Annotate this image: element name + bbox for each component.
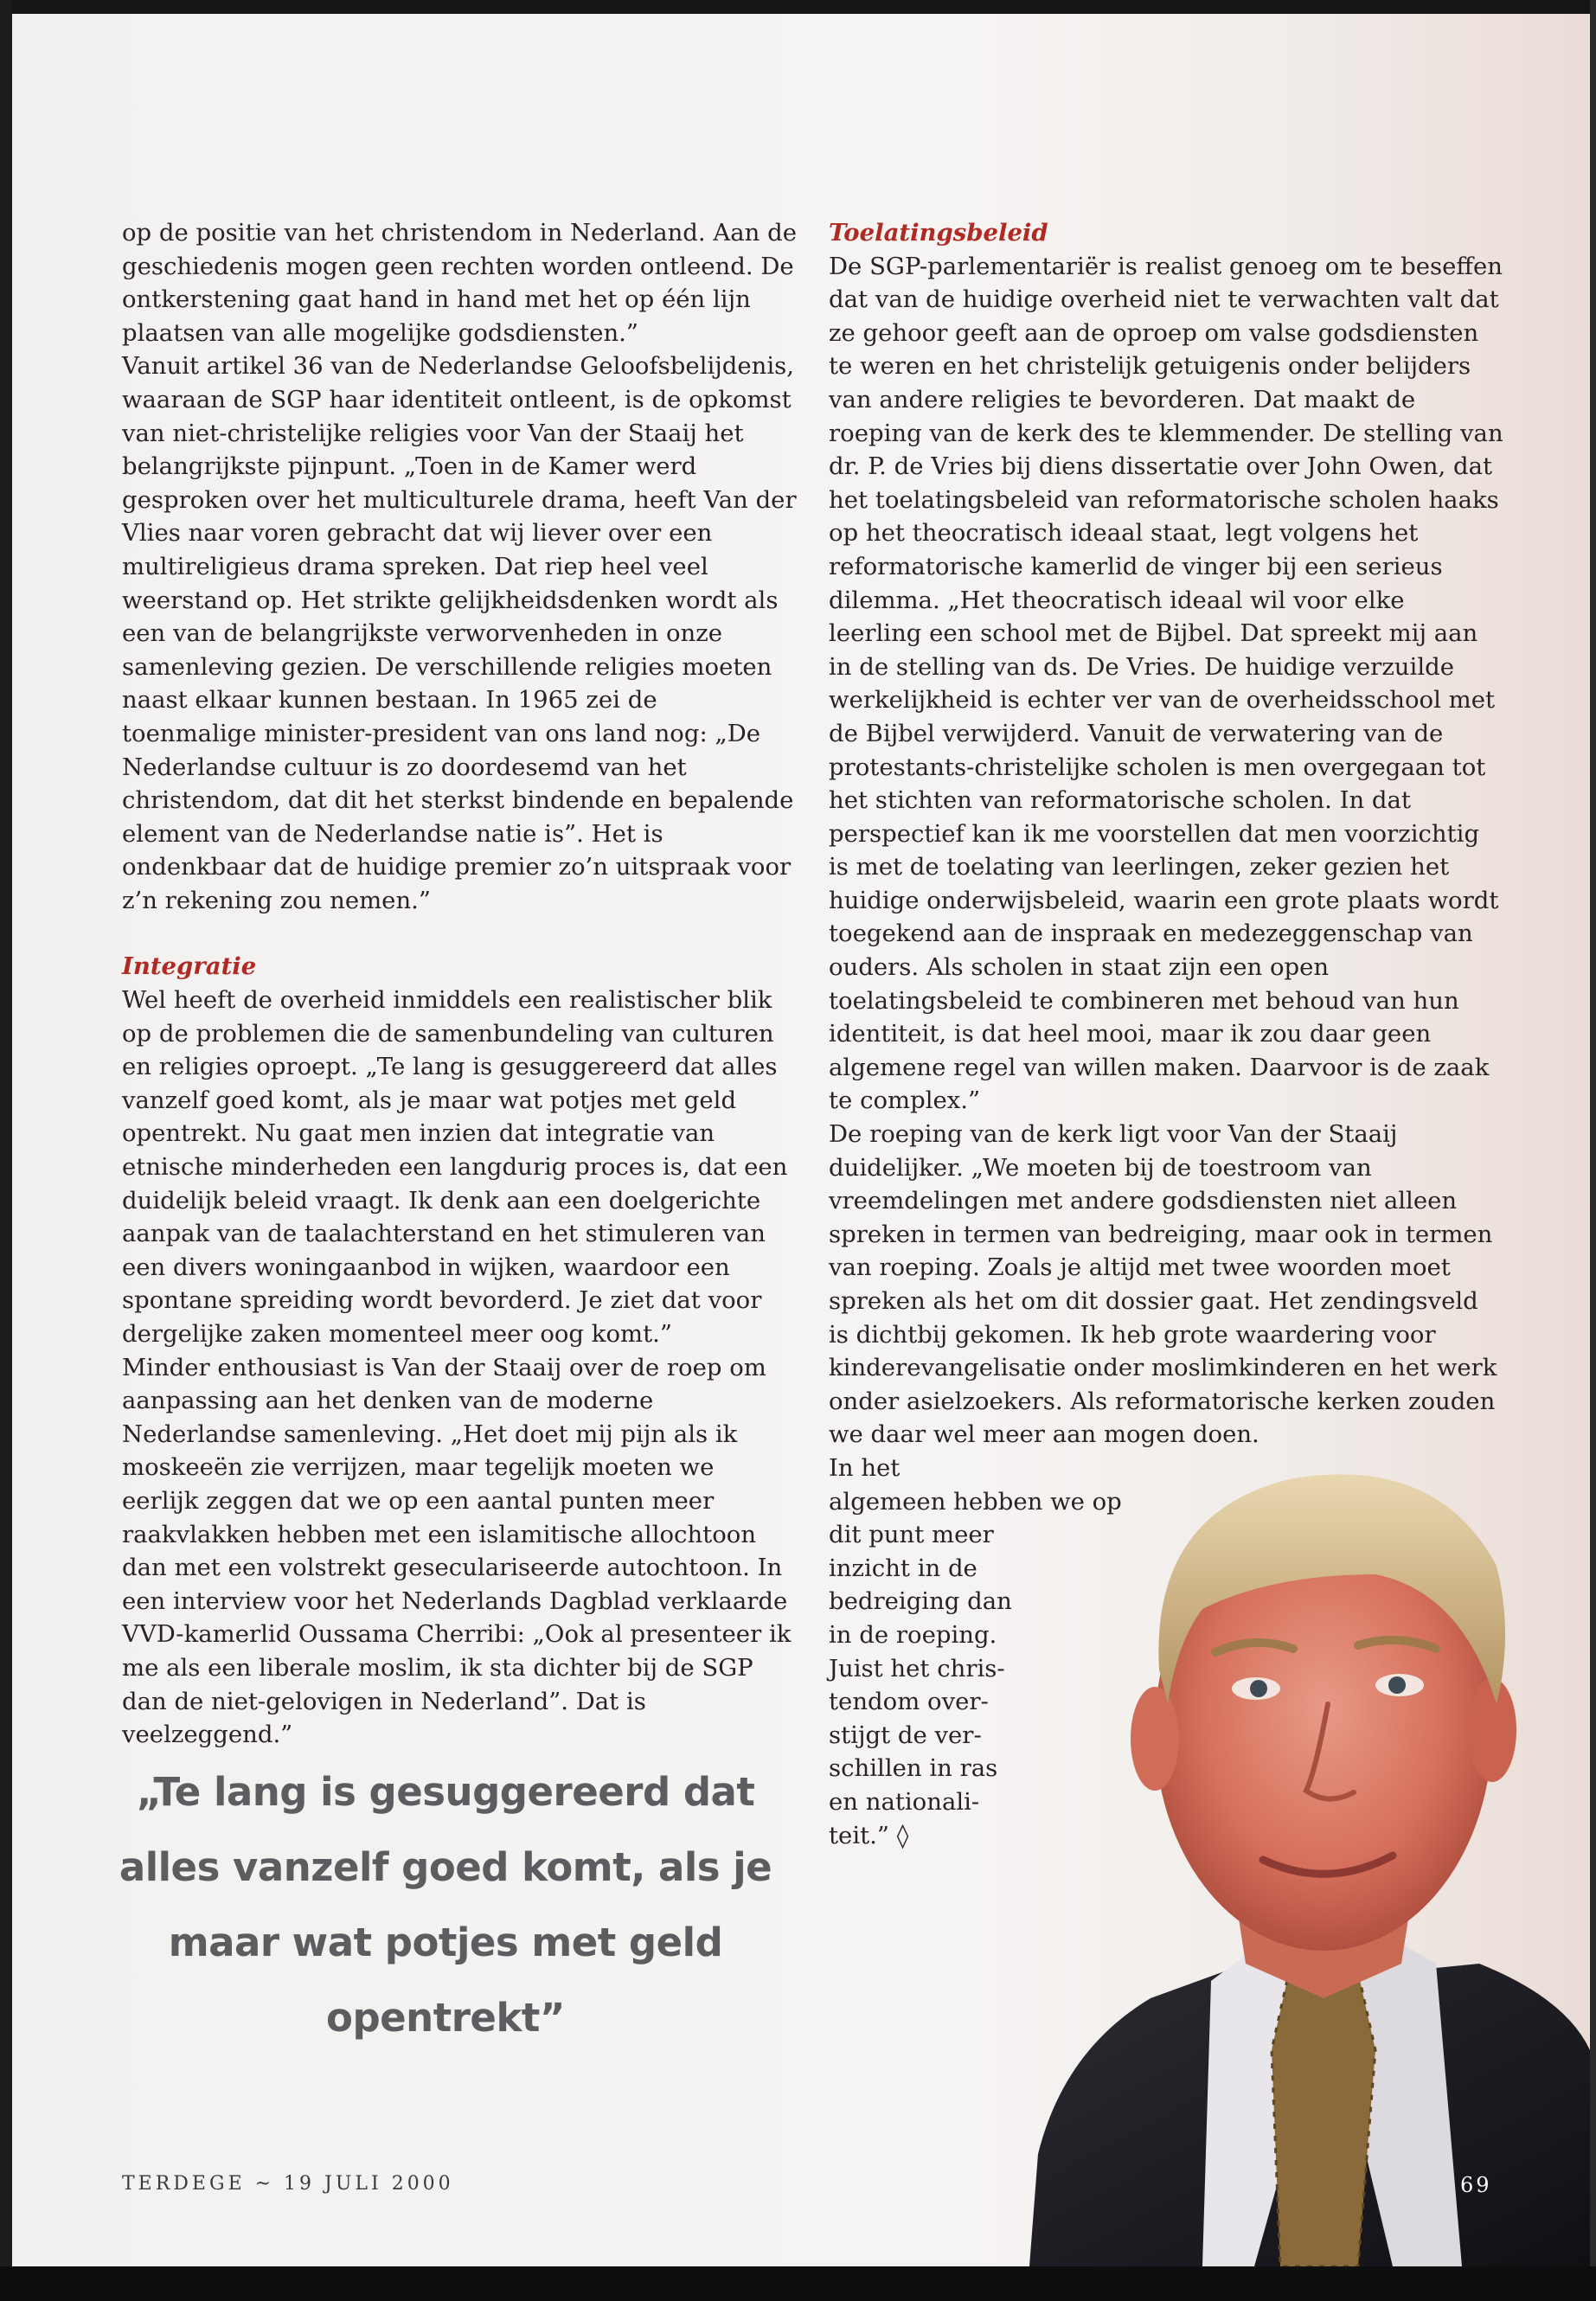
closing-line: inzicht in de — [829, 1554, 977, 1582]
portrait-photo — [1029, 1445, 1590, 2266]
closing-line: bedreiging dan — [829, 1587, 1012, 1616]
closing-line: In het — [829, 1453, 901, 1482]
closing-line: dit punt meer — [829, 1521, 994, 1549]
page-number: 69 — [1460, 2173, 1492, 2197]
pull-quote-line: opentrekt” — [326, 1995, 565, 2041]
pull-quote-line: alles vanzelf goed komt, als je — [119, 1844, 772, 1890]
subhead-integratie: Integratie — [122, 952, 257, 981]
show-through-ghost-text — [995, 61, 1548, 216]
closing-line: teit.” ◊ — [829, 1821, 909, 1849]
body-paragraph: De SGP-parlementariër is realist genoeg om te beseffen dat van de huidige overheid niet te verwachten valt dat ze gehoor geeft aan de oproep om valse godsdiensten te weren en het christelijk getuigenis onder belijders van andere religies te bevorderen. Dat maakt de roeping van de kerk des te klemmender. De stelling van dr. P. de Vries bij diens dissertatie over John Owen, dat het toelatingsbeleid van reformatorische scholen haaks op het theocratisch ideaal staat, legt volgens het reformatorische kamerlid de vinger bij een serieus dilemma. „Het theocratisch ideaal wil voor elke leerling een school met de Bijbel. Dat spreekt mij aan in de stelling van ds. De Vries. De huidige verzuilde werkelijkheid is echter ver van de overheidsschool met de Bijbel verwijderd. Vanuit de verwatering van de protestants-christelijke scholen is men overgegaan tot het stichten van reformatorische scholen. In dat perspectief kan ik me voorstellen dat men voorzichtig is met de toelating van leerlingen, zeker gezien het huidige onderwijsbeleid, waarin een grote plaats wordt toegekend aan de inspraak en medezeggenschap van ouders. Als scholen in staat zijn een open toelatingsbeleid te combineren met behoud van hun identiteit, is dat heel mooi, maar ik zou daar geen algemene regel van willen maken. Daarvoor is de zaak te complex.” — [829, 252, 1503, 1115]
scan-border-top — [0, 0, 1596, 14]
closing-line: algemeen hebben we op — [829, 1487, 1122, 1516]
pull-quote-line: „Te lang is gesuggereerd dat — [136, 1769, 755, 1815]
footer-publication: TERDEGE ~ 19 JULI 2000 — [122, 2173, 454, 2195]
body-paragraph: De roeping van de kerk ligt voor Van der Staaij duidelijker. „We moeten bij de toestroom van vreemdelingen met andere godsdiensten niet alleen spreken in termen van bedreiging, maar ook in termen van roeping. Zoals je altijd met twee woorden moet spreken als het om dit dossier gaat. Het zendingsveld is dichtbij gekomen. Ik heb grote waardering voor kinderevangelisatie onder moslimkinderen en het werk onder asielzoekers. Als reformatorische kerken zouden we daar wel meer aan mogen doen. — [829, 1120, 1497, 1449]
left-column — [122, 216, 797, 1752]
closing-line: tendom over- — [829, 1688, 989, 1716]
pull-quote — [104, 1754, 787, 2055]
closing-line: in de roeping. — [829, 1620, 997, 1649]
scan-border-bottom — [0, 2266, 1596, 2301]
body-paragraph: Vanuit artikel 36 van de Nederlandse Geloofsbelijdenis, waaraan de SGP haar identiteit ontleent, is de opkomst van niet-christelijke religies voor Van der Staaij het belangrijkste pijnpunt. „Toen in de Kamer werd gesproken over het multiculturele drama, heeft Van der Vlies naar voren gebracht dat wij liever over een multireligieus drama spreken. Dat riep heel veel weerstand op. Het strikte gelijkheidsdenken wordt als een van de belangrijkste verworvenheden in onze samenleving gezien. De verschillende religies moeten naast elkaar kunnen bestaan. In 1965 zei de toenmalige minister-president van ons land nog: „De Nederlandse cultuur is zo doordesemd van het christendom, dat dit het sterkst bindende en bepalende element van de Nederlandse natie is”. Het is ondenkbaar dat de huidige premier zo’n uitspraak voor z’n rekening zou nemen.” — [122, 352, 797, 914]
subhead-toelatingsbeleid: Toelatingsbeleid — [829, 219, 1048, 247]
closing-line: stijgt de ver- — [829, 1721, 982, 1749]
closing-line: en nationali- — [829, 1787, 980, 1816]
body-paragraph: op de positie van het christendom in Nederland. Aan de geschiedenis mogen geen rechten worden ontleend. De ontkerstening gaat hand in hand met het op één lijn plaatsen van alle mogelijke godsdiensten.” — [122, 219, 797, 347]
closing-line: Juist het chris- — [829, 1654, 1005, 1682]
scan-border-right — [1590, 0, 1596, 2301]
body-paragraph: Wel heeft de overheid inmiddels een realistischer blik op de problemen die de samenbundeling van culturen en religies oproept. „Te lang is gesuggereerd dat alles vanzelf goed komt, als je maar wat potjes met geld opentrekt. Nu gaat men inzien dat integratie van etnische minderheden een langdurig proces is, dat een duidelijk beleid vraagt. Ik denk aan een doelgerichte aanpak van de taalachterstand en het stimuleren van een divers woningaanbod in wijken, waardoor een spontane spreiding wordt bevorderd. Je ziet dat voor dergelijke zaken momenteel meer oog komt.” — [122, 986, 788, 1348]
closing-line: schillen in ras — [829, 1754, 998, 1783]
scan-border-left — [0, 0, 12, 2301]
body-paragraph: Minder enthousiast is Van der Staaij over de roep om aanpassing aan het denken van de moderne Nederlandse samenleving. „Het doet mij pijn als ik moskeeën zie verrijzen, maar tegelijk moeten we eerlijk zeggen dat we op een aantal punten meer raakvlakken hebben met een islamitische allochtoon dan met een volstrekt geseculariseerde autochtoon. In een interview voor het Nederlands Dagblad verklaarde VVD-kamerlid Oussama Cherribi: „Ook al presenteer ik me als een liberale moslim, ik sta dichter bij de SGP dan de niet-gelovigen in Nederland”. Dat is veelzeggend.” — [122, 1353, 792, 1749]
paragraph-gap — [122, 917, 797, 950]
pull-quote-line: maar wat potjes met geld — [168, 1920, 723, 1965]
